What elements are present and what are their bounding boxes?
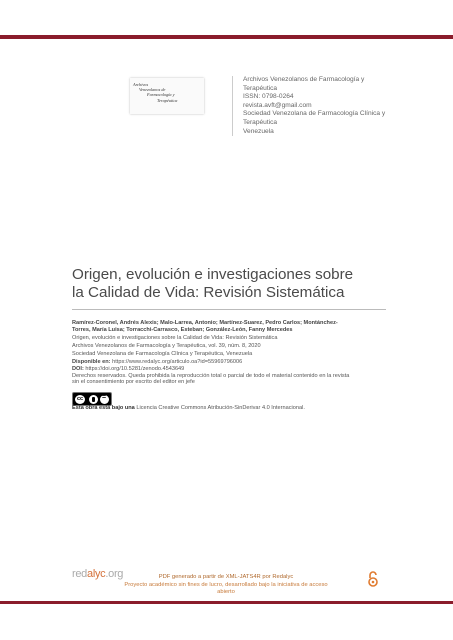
- bottom-accent-bar: [0, 601, 453, 604]
- top-accent-bar: [0, 35, 453, 39]
- article-metadata: [72, 320, 388, 386]
- title-divider: [72, 309, 386, 310]
- redalyc-logo-text: alyc: [87, 568, 106, 580]
- redalyc-logo-text: red: [72, 568, 87, 580]
- doi-label: DOI:: [72, 365, 84, 372]
- attribution-icon: [89, 395, 98, 404]
- redalyc-logo-text: .org: [105, 568, 124, 580]
- header-divider: [232, 76, 233, 136]
- journal-name-line: Archivos Venezolanos de Farmacología y: [243, 76, 365, 83]
- available-label: Disponible en:: [72, 359, 111, 366]
- article-title-repeat: Origen, evolución e investigaciones sobre la Calidad de Vida: Revisión Sistemática: [72, 334, 278, 341]
- doi-link[interactable]: https://doi.org/10.5281/zenodo.4543649: [85, 365, 185, 372]
- society-line: Sociedad Venezolana de Farmacología Clínica y: [243, 110, 386, 118]
- footer-project: Proyecto académico sin fines de lucro, desarrollado bajo la iniciativa de acceso abierto: [124, 581, 328, 596]
- footer-text: [120, 574, 332, 597]
- article-title-line: Origen, evolución e investigaciones sobre: [72, 266, 354, 283]
- authors-line: Ramírez-Coronel, Andrés Alexis; Malo-Larrea, Antonio; Martínez-Suarez, Pedro Carlos; Montánchez-: [72, 320, 338, 326]
- publisher: Sociedad Venezolana de Farmacología Clínica y Terapéutica, Venezuela: [72, 351, 253, 358]
- cc-icon: cc: [76, 396, 84, 402]
- journal-logo-line: Farmacología y: [147, 92, 175, 98]
- journal-email[interactable]: revista.avft@gmail.com: [243, 101, 312, 109]
- redalyc-logo[interactable]: [72, 568, 123, 580]
- license-statement: [72, 405, 305, 412]
- rights-line: Derechos reservados. Queda prohibida la reproducción total o parcial de todo el material contenido en la revista: [72, 372, 350, 379]
- society-line: Terapéutica: [243, 118, 278, 126]
- journal-logo-line: Venezolanos de: [139, 87, 166, 93]
- authors-line: Torres, María Luisa; Torracchi-Carrasco, Esteban; González-León, Fanny Mercedes: [72, 326, 293, 333]
- country: Venezuela: [243, 127, 274, 135]
- issn: ISSN: 0798-0264: [243, 93, 294, 101]
- no-derivatives-icon: [100, 395, 109, 404]
- journal-logo-line: Terapéutica: [157, 97, 178, 103]
- available-link[interactable]: https://www.redalyc.org/articulo.oa?id=55969796006: [112, 359, 243, 366]
- article-title-line: la Calidad de Vida: Revisión Sistemática: [72, 284, 345, 301]
- journal-info: [243, 76, 385, 136]
- journal-reference: Archivos Venezolanos de Farmacología y Terapéutica, vol. 39, núm. 8, 2020: [72, 342, 261, 349]
- creative-commons-badge[interactable]: [72, 392, 112, 406]
- footer-generated: PDF generado a partir de XML-JATS4R por Redalyc: [158, 574, 294, 580]
- article-title: [72, 266, 392, 302]
- journal-logo: [130, 78, 204, 114]
- journal-name-line: Terapéutica: [243, 84, 278, 92]
- rights-line: sin el consentimiento por escrito del editor en jefe: [72, 379, 195, 386]
- open-access-icon: [367, 571, 379, 587]
- license-link[interactable]: Licencia Creative Commons Atribución-SinDerivar 4.0 Internacional.: [136, 405, 305, 411]
- journal-logo-line: Archivos: [133, 82, 149, 87]
- license-lead: Esta obra está bajo una: [72, 405, 135, 411]
